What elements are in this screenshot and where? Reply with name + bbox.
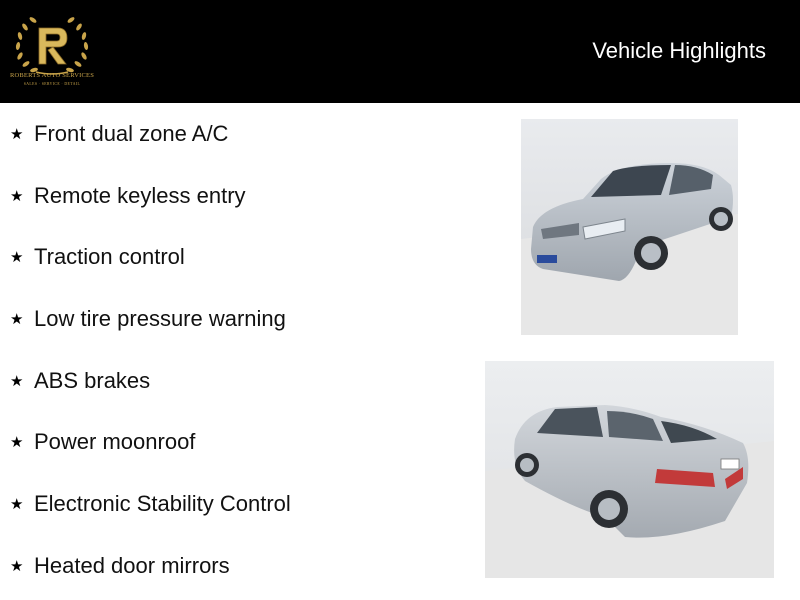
page-title: Vehicle Highlights xyxy=(592,38,766,63)
list-item xyxy=(10,366,150,396)
logo-tagline: SALES · SERVICE · DETAIL xyxy=(23,82,81,86)
feature-label: Traction control xyxy=(34,244,185,269)
feature-label: Heated door mirrors xyxy=(34,553,230,578)
feature-label: Front dual zone A/C xyxy=(34,121,229,146)
list-item xyxy=(10,551,230,581)
header-bar xyxy=(0,0,800,103)
feature-label: Power moonroof xyxy=(34,429,196,454)
feature-label: ABS brakes xyxy=(34,368,151,393)
car-rear-photo xyxy=(485,361,774,578)
feature-label: Low tire pressure warning xyxy=(34,306,286,331)
laurel-wreath-icon xyxy=(6,6,98,92)
star-icon: ★ xyxy=(10,188,24,205)
star-icon: ★ xyxy=(10,496,24,513)
car-front-photo xyxy=(521,119,738,335)
list-item xyxy=(10,489,291,519)
list-item xyxy=(10,427,195,457)
list-item xyxy=(10,242,185,272)
star-icon: ★ xyxy=(10,249,24,266)
star-icon: ★ xyxy=(10,126,24,143)
list-item xyxy=(10,181,246,211)
list-item xyxy=(10,304,286,334)
star-icon: ★ xyxy=(10,558,24,575)
star-icon: ★ xyxy=(10,434,24,451)
feature-label: Remote keyless entry xyxy=(34,183,246,208)
feature-label: Electronic Stability Control xyxy=(34,491,291,516)
logo-company-name: ROBERTS AUTO SERVICES xyxy=(9,72,95,79)
list-item xyxy=(10,119,228,149)
star-icon: ★ xyxy=(10,373,24,390)
roberts-auto-logo xyxy=(6,6,98,92)
star-icon: ★ xyxy=(10,311,24,328)
